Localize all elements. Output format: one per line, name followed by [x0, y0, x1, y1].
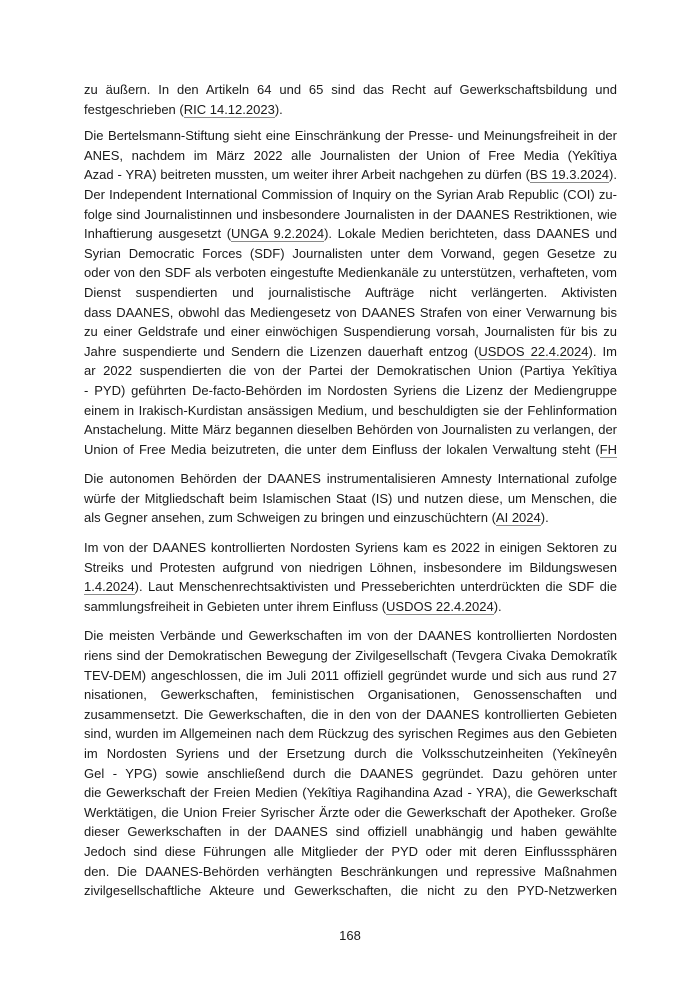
text-segment: riens sind der Demokratischen Bewegung der Zivilgesellschaft (Tevgera Civaka Demokratîk [84, 648, 617, 664]
text-segment: den. Die DAANES-Behörden verhängten Beschränkungen und repressive Maßnahmen [84, 863, 617, 879]
text-line [84, 508, 617, 528]
text-line [84, 185, 617, 205]
text-segment: ar 2022 suspendierten die von der Partei der Demokratischen Union (Partiya Yekîtiya [84, 363, 617, 379]
text-segment: ). Im [588, 343, 617, 359]
text-segment: nisationen, Gewerkschaften, feministischen Organisationen, Genossenschaften und [84, 687, 617, 703]
paragraph [84, 80, 617, 119]
citation-link[interactable]: AI 2024 [495, 510, 541, 526]
citation-link[interactable]: RIC 14.12.2023 [183, 101, 275, 117]
text-segment: Die meisten Verbände und Gewerkschaften im von der DAANES kontrollierten Nordosten [84, 628, 617, 644]
text-line [84, 842, 617, 862]
paragraph [84, 469, 617, 528]
text-segment: folge sind Journalistinnen und insbesondere Journalisten in der DAANES Restriktionen, wie [84, 206, 617, 222]
citation-link[interactable]: USDOS 22.4.2024 [478, 343, 589, 359]
text-line [84, 205, 617, 225]
text-line [84, 401, 617, 421]
text-segment: im Nordosten Syriens und der Ersetzung durch die Volksschutzeinheiten (Yekîneyên [84, 746, 617, 761]
text-segment: zusammensetzt. Die Gewerkschaften, die in den von der DAANES kontrollierten Gebieten [84, 706, 617, 722]
text-segment: als Gegner ansehen, zum Schweigen zu bringen und einzuschüchtern ( [84, 510, 496, 526]
text-line [84, 489, 617, 509]
text-segment: dieser Gewerkschaften in der DAANES sind offiziell unabhängig und haben gewählte [84, 824, 617, 840]
text-line [84, 862, 617, 882]
text-line [84, 244, 617, 264]
text-segment: Syrian Democratic Forces (SDF) Journalisten unter dem Vorwand, gegen Gesetze zu [84, 245, 617, 261]
citation-link[interactable]: FH [84, 442, 617, 460]
text-line [84, 80, 617, 100]
paragraph [84, 126, 617, 459]
text-line [84, 469, 617, 489]
text-segment: sind, wurden im Allgemeinen nach dem Rückzug des syrischen Regimes aus den Gebieten [84, 726, 617, 742]
text-line [84, 646, 617, 666]
text-segment: Streiks und Protesten aufgrund von niedrigen Löhnen, insbesondere im Bildungswesen [84, 559, 617, 575]
text-line [84, 822, 617, 842]
text-segment: ). [540, 510, 549, 526]
text-segment: ANES, nachdem im März 2022 alle Journalisten der Union of Free Media (Yekîtiya [84, 147, 617, 163]
text-line [84, 165, 617, 185]
text-segment: Die Bertelsmann-Stiftung sieht eine Einschränkung der Presse- und Meinungsfreiheit in der [84, 128, 617, 144]
text-line [84, 724, 617, 744]
text-segment: TEV-DEM) angeschlossen, die im Juli 2011 offiziell gegründet wurde und sich aus rund 27 [84, 667, 617, 683]
document-body [84, 80, 617, 911]
text-line [84, 100, 617, 120]
text-line [84, 146, 617, 166]
text-segment: einem in Irakisch-Kurdistan ansässigen Medium, und beschuldigten sie der Fehlinformation [84, 402, 617, 418]
text-line [84, 783, 617, 803]
text-line [84, 881, 617, 901]
text-line [84, 764, 617, 784]
text-segment: - PYD) geführten De-facto-Behörden im Nordosten Syriens die Lizenz der Mediengruppe [84, 382, 617, 398]
text-line [84, 283, 617, 303]
text-segment: ). [609, 167, 617, 183]
text-line [84, 558, 617, 578]
page-number: 168 [339, 928, 361, 943]
paragraph [84, 538, 617, 616]
text-line [84, 420, 617, 440]
text-segment: Azad - YRA) beitreten mussten, um weiter ihrer Arbeit nachgehen zu dürfen ( [84, 167, 530, 183]
text-segment: die Gewerkschaft der Freien Medien (Yekîtiya Ragihandina Azad - YRA), die Gewerkschaft [84, 785, 617, 801]
text-line [84, 342, 617, 362]
text-line [84, 224, 617, 244]
text-segment: Dienst suspendierten und journalistische Aufträge nicht verlängerten. Aktivisten [84, 284, 617, 300]
text-segment: Jedoch sind diese Führungen alle Mitglieder der PYD oder mit deren Einflusssphären [84, 843, 617, 859]
text-segment: Gel - YPG) sowie anschließend durch die DAANES gegründet. Dazu gehören unter [84, 765, 617, 781]
text-line [84, 626, 617, 646]
citation-link[interactable]: BS 19.3.2024 [529, 167, 610, 183]
text-segment: Inhaftierung ausgesetzt ( [84, 226, 232, 242]
citation-link[interactable]: 1.4.2024 [84, 579, 135, 595]
text-segment: zu äußern. In den Artikeln 64 und 65 sind das Recht auf Gewerkschaftsbildung und [84, 82, 617, 97]
text-segment: ). Lokale Medien berichteten, dass DAANES und [324, 226, 617, 242]
text-segment: Werktätigen, die Union Freier Syrischer Ärzte oder die Gewerkschaft der Apotheker. Große [84, 804, 617, 820]
text-segment: sammlungsfreiheit in Gebieten unter ihrem Einfluss ( [84, 598, 387, 614]
text-segment: würfe der Mitgliedschaft beim Islamischen Staat (IS) und nutzen diese, um Menschen, die [84, 490, 617, 506]
text-segment: oder von den SDF als verboten eingestufte Medienkanäle zu unterstützen, verhafteten, vom [84, 265, 617, 281]
text-line [84, 303, 617, 323]
text-line [84, 705, 617, 725]
text-line [84, 361, 617, 381]
text-segment: Im von der DAANES kontrollierten Nordosten Syriens kam es 2022 in einigen Sektoren zu [84, 540, 617, 556]
text-line [84, 126, 617, 146]
text-line [84, 440, 617, 460]
text-line [84, 803, 617, 823]
text-line [84, 666, 617, 686]
text-segment: Die autonomen Behörden der DAANES instrumentalisieren Amnesty International zufolge [84, 471, 617, 487]
citation-link[interactable]: UNGA 9.2.2024 [231, 226, 325, 242]
text-segment: zu einer Geldstrafe und einer einwöchigen Suspendierung vorsah, Journalisten für bis zu [84, 324, 617, 340]
text-line [84, 685, 617, 705]
text-line [84, 263, 617, 283]
text-line [84, 577, 617, 597]
text-segment: Anstachelung. Mitte März begannen dieselben Behörden von Journalisten zu verlangen, der [84, 422, 617, 438]
text-segment: ). [493, 598, 502, 614]
text-segment: Der Independent International Commission of Inquiry on the Syrian Arab Republic (COI) zu- [84, 186, 617, 202]
text-line [84, 744, 617, 764]
text-segment: ). [274, 101, 283, 117]
text-segment: Union of Free Media beizutreten, die unter dem Einfluss der lokalen Verwaltung steht ( [84, 441, 600, 457]
citation-link[interactable]: USDOS 22.4.2024 [386, 598, 494, 614]
text-line [84, 322, 617, 342]
text-segment: dass DAANES, obwohl das Mediengesetz von DAANES Strafen von einer Verwarnung bis [84, 304, 617, 320]
text-line [84, 597, 617, 617]
text-line [84, 538, 617, 558]
text-segment: ). Laut Menschenrechtsaktivisten und Presseberichten unterdrückten die SDF die [134, 579, 617, 595]
text-line [84, 381, 617, 401]
text-segment: zivilgesellschaftliche Akteure und Gewerkschaften, die nicht zu den PYD-Netzwerken [84, 883, 617, 899]
text-segment: festgeschrieben ( [84, 101, 184, 117]
text-segment: Jahre suspendierte und Sendern die Lizenzen dauerhaft entzog ( [84, 343, 479, 359]
paragraph [84, 626, 617, 900]
